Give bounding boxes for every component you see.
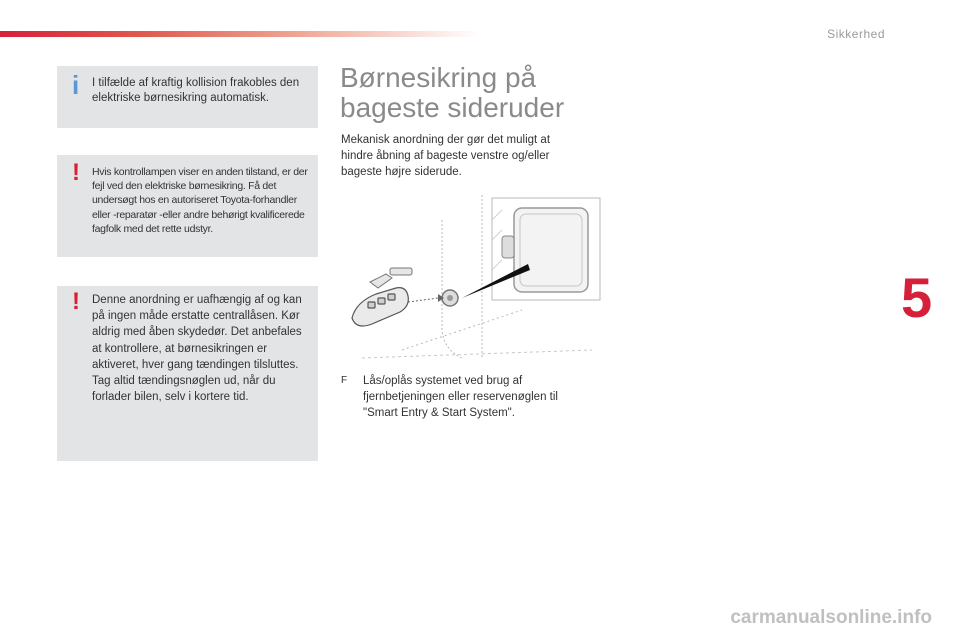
warning-icon: ! xyxy=(72,288,80,315)
warning-note-independent-text: Denne anordning er uafhængig af og kan på ingen måde erstatte centrallåsen. Kør aldrig med åben skydedør. Det anbefales at kontrollere, at børnesikringen er aktiveret, hver gang tændingen tilsluttes. Tag altid tændingsnøglen ud, når du forlader bilen, selv i kortere tid. xyxy=(92,294,302,404)
page-title-line1: Børnesikring på xyxy=(340,62,537,93)
info-note xyxy=(57,66,318,128)
section-title: Sikkerhed xyxy=(827,27,885,41)
instruction-bullet xyxy=(341,373,591,421)
info-note-text: I tilfælde af kraftig kollision frakobles den elektriske børnesikring automatisk. xyxy=(92,77,300,104)
bullet-text: Lås/oplås systemet ved brug af fjernbetjeningen eller reservenøglen til "Smart Entry & Start System". xyxy=(363,375,558,419)
warning-note-lamp xyxy=(57,155,318,257)
intro-text: Mekanisk anordning der gør det muligt at hindre åbning af bageste venstre og/eller bageste højre siderude. xyxy=(341,134,551,178)
warning-icon: ! xyxy=(72,159,80,186)
page-title-line2: bageste sideruder xyxy=(340,92,565,123)
page-title xyxy=(340,63,564,123)
child-lock-illustration xyxy=(342,190,602,362)
bullet-mark: F xyxy=(341,375,348,386)
warning-note-independent xyxy=(57,286,318,461)
chapter-number: 5 xyxy=(901,266,933,329)
info-icon: i xyxy=(72,70,80,100)
watermark: carmanualsonline.info xyxy=(730,607,932,628)
header-accent-bar xyxy=(0,31,480,37)
warning-note-lamp-text: Hvis kontrollampen viser en anden tilstand, er der fejl ved den elektriske børnesikring. Få det undersøgt hos en autoriseret Toyota-forhandler eller -reparatør -eller andre behørigt kvalificerede fagfolk med det rette udstyr. xyxy=(92,166,308,235)
